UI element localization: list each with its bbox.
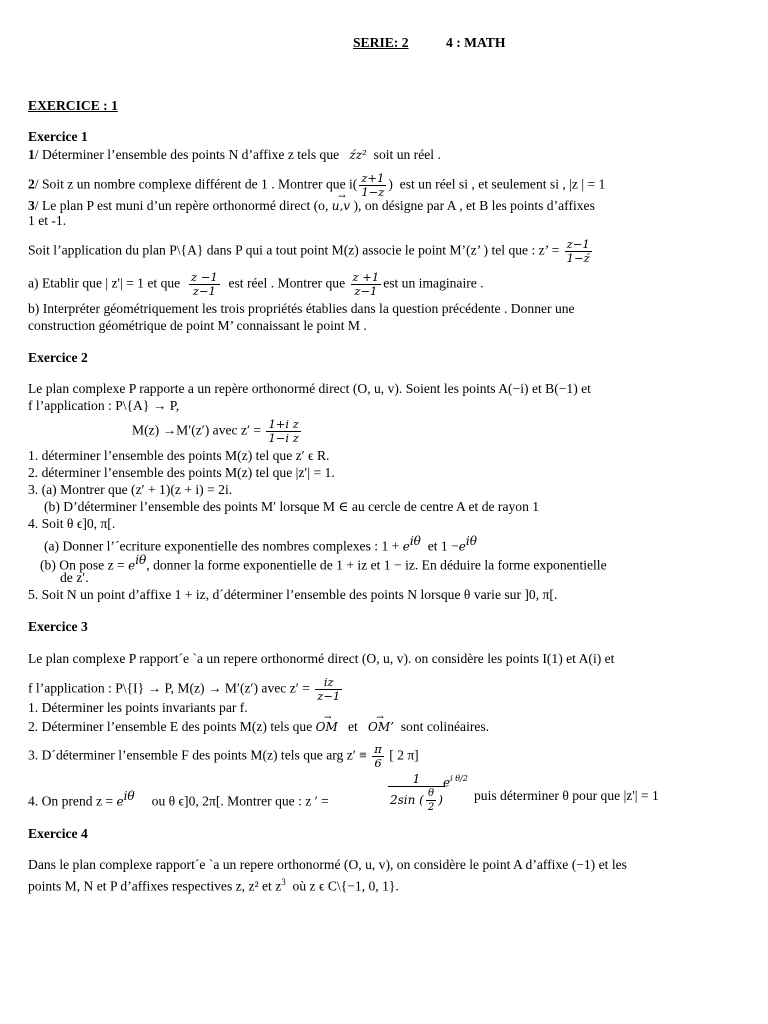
ex2-l5: 4. Soit θ ϵ]0, π[. [28, 516, 116, 531]
ex2-intro1: Le plan complexe P rapporte a un repère orthonormé direct (O, u, v). Soient les points A(−i) et B(−1) et [28, 381, 591, 396]
ex2-intro2: f l’application : P\{A} → P, [28, 398, 180, 413]
ex4-l2: points M, N et P d’affixes respectives z, z² et $z^3$ où z ϵ C\{−1, 0, 1}. [28, 877, 399, 894]
ex2-l3: 3. (a) Montrer que (z′ + 1)(z + i) = 2i. [28, 482, 233, 497]
ex3-l4-frac: 1 2sin ( $\frac{\theta}{2}$ ) [390, 772, 443, 813]
ex1-qb-line2: construction géométrique de point M’ connaissant le point M . [28, 318, 367, 333]
section-title: EXERCICE : 1 [28, 98, 118, 113]
ex2-l1: 1. déterminer l’ensemble des points M(z) tel que z′ ϵ R. [28, 448, 330, 463]
ex2-l8: de z′. [60, 570, 89, 585]
ex1-title: Exercice 1 [28, 129, 88, 144]
ex4-l1: Dans le plan complexe rapport´e `a un repere orthonormé (O, u, v), on considère le point A d’affixe (−1) et les [28, 857, 627, 872]
ex2-l7: (b) On pose $z = e^{i\theta}$, donner la forme exponentielle de 1 + iz et 1 − iz. En déduire la forme exponentielle [40, 553, 607, 573]
ex3-title: Exercice 3 [28, 619, 88, 634]
ex1-q3: 3/ Le plan P est muni d’un repère orthonormé direct (o, → u,v ), on désigne par A , et B les points d’affixes [28, 198, 595, 214]
ex1-q3-cont: 1 et -1. [28, 213, 67, 228]
ex1-q1: 1/ Déterminer l’ensemble des points N d’affixe z tels que źz² soit un réel . [28, 147, 441, 162]
serie-label: SERIE: 2 [353, 35, 409, 50]
ex3-l3: 3. D´déterminer l’ensemble F des points M(z) tels que arg z′ ≡ $\frac{\pi}{6}$ [ 2 π] [28, 742, 419, 770]
ex2-l9: 5. Soit N un point d’affixe 1 + iz, d´déterminer l’ensemble des points N lorsque θ varie sur ]0, π[. [28, 587, 558, 602]
ex1-qa: a) Etablir que | z'| = 1 et que $\frac{z -1}{z-1}$ est réel . Montrer que $\frac{z +1}{z-1}$ est un imaginaire . [28, 270, 484, 298]
ex1-q4: Soit l’application du plan P\{A} dans P qui a tout point M(z) associe le point M’(z’ ) tel que : z’ = $\frac{z-1}{1-ź}$ [28, 237, 590, 265]
ex3-intro2: f l’application : P\{I} → P, M(z) → M′(z′) avec z′ = $\frac{iz}{z-1}$ [28, 675, 341, 703]
ex1-q2: 2/ Soit z un nombre complexe différent de 1 . Montrer que i( $\frac{z+1}{1-z}$ ) est un réel si , et seulement si , |z | = 1 [28, 171, 606, 199]
ex3-l4-exp: $e^{i \theta/2}$ [443, 774, 468, 790]
ex3-l4-end: puis déterminer θ pour que |z'| = 1 [474, 788, 659, 803]
ex3-l2: 2. Déterminer l’ensemble E des points M(z) tels que → OM et → OM’ sont colinéaires. [28, 719, 489, 735]
ex2-map: M(z) →M′(z′) avec z′ = $\frac{\text{1+i z}}{\text{1−i z}}$ [132, 417, 299, 445]
level-label: 4 : MATH [446, 35, 506, 50]
ex1-qb-line1: b) Interpréter géométriquement les trois propriétés établies dans la question précédente . Donner une [28, 301, 575, 316]
ex2-title: Exercice 2 [28, 350, 88, 365]
ex3-intro1: Le plan complexe P rapport´e `a un repere orthonormé direct (O, u, v). on considère les points I(1) et A(i) et [28, 651, 615, 666]
ex3-l4: 4. On prend $z = e^{i\theta}$ ou θ ϵ]0, 2π[. Montrer que : z ′ = [28, 789, 329, 809]
ex2-l6: (a) Donner l’´ecriture exponentielle des nombres complexes : $1 + e^{i\theta}$ et $1 -e^{i\theta}$ [44, 534, 477, 554]
ex4-title: Exercice 4 [28, 826, 88, 841]
ex2-l4: (b) D’déterminer l’ensemble des points M′ lorsque M ∈ au cercle de centre A et de rayon 1 [44, 499, 540, 514]
ex2-l2: 2. déterminer l’ensemble des points M(z) tel que |z′| = 1. [28, 465, 335, 480]
ex3-l1: 1. Déterminer les points invariants par f. [28, 700, 248, 715]
